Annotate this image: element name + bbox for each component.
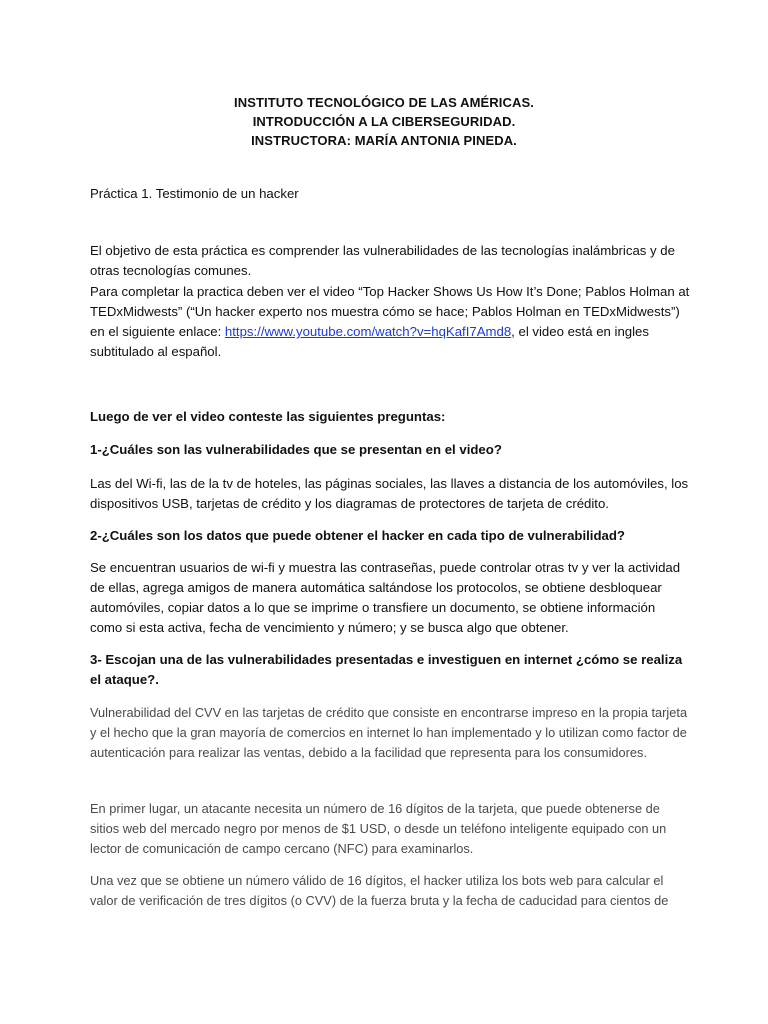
answer-3-paragraph-3: Una vez que se obtiene un número válido de 16 dígitos, el hacker utiliza los bots web para calcular el valor de verificación de tres dígitos (o CVV) de la fuerza bruta y la fecha de caducidad para cientos de	[90, 873, 669, 908]
question-2: 2-¿Cuáles son los datos que puede obtener el hacker en cada tipo de vulnerabilidad?	[90, 528, 625, 543]
practice-title: Práctica 1. Testimonio de un hacker	[90, 186, 299, 201]
instructor-name: INSTRUCTORA: MARÍA ANTONIA PINEDA.	[251, 133, 517, 148]
answer-3-paragraph-2: En primer lugar, un atacante necesita un número de 16 dígitos de la tarjeta, que puede obtenerse de sitios web del mercado negro por menos de $1 USD, o desde un teléfono inteligente equipado con un lector de comunicación de campo cercano (NFC) para examinarlos.	[90, 801, 667, 856]
video-link[interactable]: https://www.youtube.com/watch?v=hqKafI7Amd8	[224, 324, 512, 339]
answer-3-paragraph-1: Vulnerabilidad del CVV en las tarjetas de crédito que consiste en encontrarse impreso en la propia tarjeta y el hecho que la gran mayoría de comercios en internet lo han implementado y lo utilizan como factor de autenticación para realizar las ventas, debido a la facilidad que representa para los consumidores.	[90, 705, 688, 760]
question-3: 3- Escojan una de las vulnerabilidades presentadas e investiguen en internet ¿cómo se realiza el ataque?.	[90, 652, 683, 687]
institution-name: INSTITUTO TECNOLÓGICO DE LAS AMÉRICAS.	[234, 95, 534, 110]
question-1: 1-¿Cuáles son las vulnerabilidades que se presentan en el video?	[90, 442, 502, 457]
instructions-text: Para completar la practica deben ver el video “Top Hacker Shows Us How It’s Done; Pablos Holman at TEDxMidwests” (“Un hacker experto nos muestra cómo se hace; Pablos Holman en TEDxMidwests”) en el siguiente enlace:	[90, 284, 690, 339]
instructions-paragraph	[90, 282, 690, 362]
answer-2: Se encuentran usuarios de wi-fi y muestra las contraseñas, puede controlar otras tv y ver la actividad de ellas, agrega amigos de manera automática saltándose los protocolos, se obtiene desbloquear automóviles, copiar datos a lo que se imprime o transfiere un documento, se obtiene información como si esta activa, fecha de vencimiento y número; y se busca algo que obtener.	[90, 560, 681, 635]
questions-intro: Luego de ver el video conteste las siguientes preguntas:	[90, 409, 446, 424]
objective-paragraph: El objetivo de esta práctica es comprender las vulnerabilidades de las tecnologías inalámbricas y de otras tecnologías comunes.	[90, 243, 675, 278]
course-name: INTRODUCCIÓN A LA CIBERSEGURIDAD.	[252, 114, 516, 129]
answer-1: Las del Wi-fi, las de la tv de hoteles, las páginas sociales, las llaves a distancia de los automóviles, los dispositivos USB, tarjetas de crédito y los diagramas de protectores de tarjeta de crédito.	[90, 476, 689, 511]
instructions-text-end: , el video está en ingles subtitulado al español.	[90, 324, 649, 359]
document-header	[0, 93, 768, 150]
